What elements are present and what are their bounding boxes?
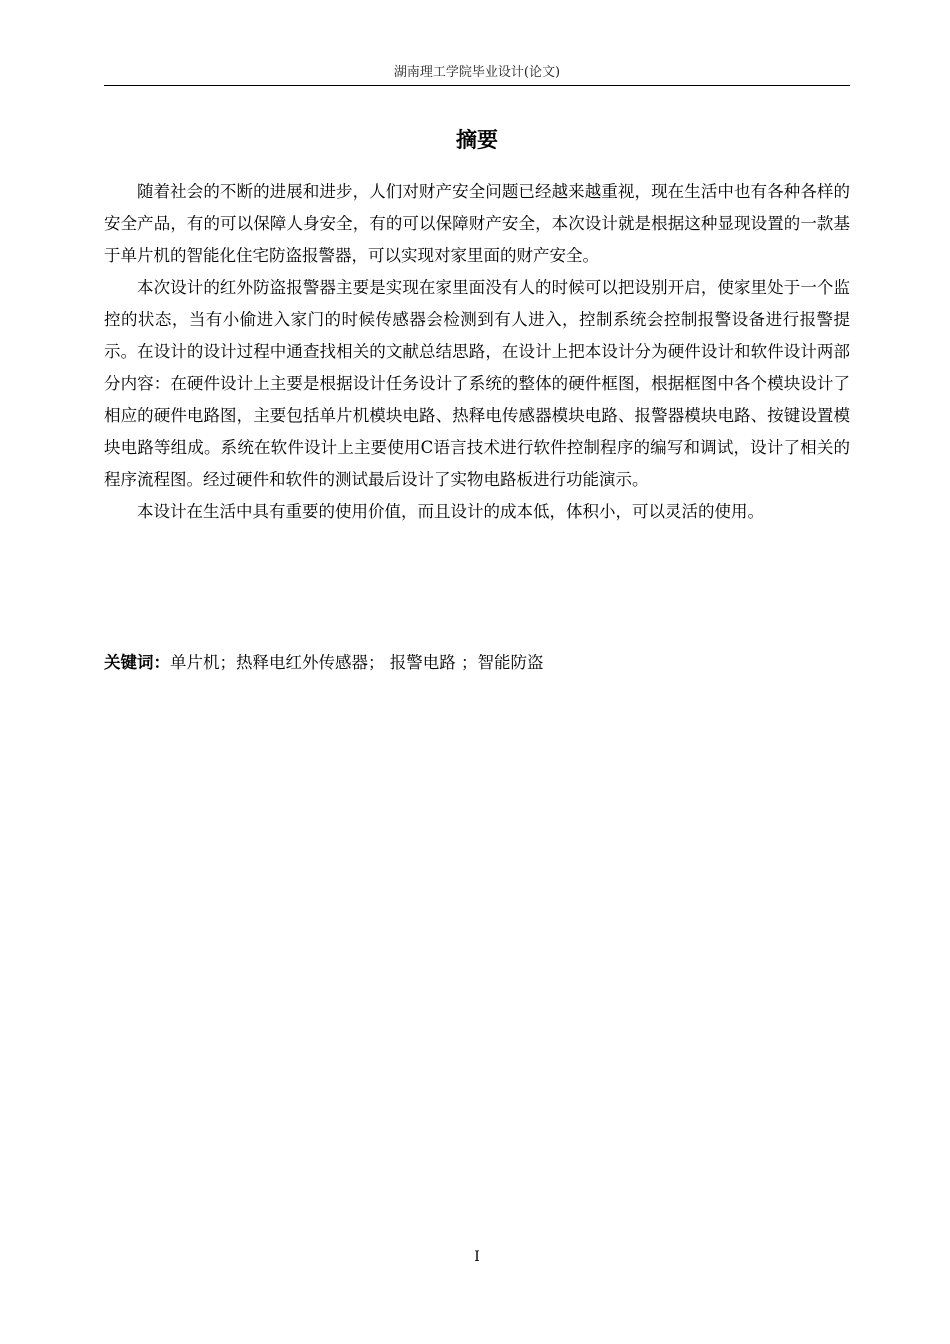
abstract-body	[104, 176, 850, 528]
page-number: I	[474, 1249, 480, 1265]
keywords-line	[104, 647, 850, 679]
abstract-title: 摘要	[456, 128, 498, 152]
abstract-paragraph-2: 本次设计的红外防盗报警器主要是实现在家里面没有人的时候可以把设别开启，使家里处于一个监控的状态，当有小偷进入家门的时候传感器会检测到有人进入，控制系统会控制报警设备进行报警提示。在设计的设计过程中通查找相关的文献总结思路，在设计上把本设计分为硬件设计和软件设计两部分内容：在硬件设计上主要是根据设计任务设计了系统的整体的硬件框图，根据框图中各个模块设计了相应的硬件电路图，主要包括单片机模块电路、热释电传感器模块电路、报警器模块电路、按键设置模块电路等组成。系统在软件设计上主要使用C语言技术进行软件控制程序的编写和调试，设计了相关的程序流程图。经过硬件和软件的测试最后设计了实物电路板进行功能演示。	[104, 278, 850, 489]
keywords-value: 单片机；热释电红外传感器； 报警电路 ；智能防盗	[170, 653, 544, 672]
header-rule	[104, 85, 850, 86]
keywords-label: 关键词：	[104, 653, 170, 672]
running-header: 湖南理工学院毕业设计(论文)	[393, 65, 561, 80]
abstract-paragraph-1: 随着社会的不断的进展和进步，人们对财产安全问题已经越来越重视，现在生活中也有各种各样的安全产品，有的可以保障人身安全，有的可以保障财产安全，本次设计就是根据这种显现设置的一款基于单片机的智能化住宅防盗报警器，可以实现对家里面的财产安全。	[104, 182, 850, 265]
abstract-paragraph-3: 本设计在生活中具有重要的使用价值，而且设计的成本低，体积小，可以灵活的使用。	[137, 502, 764, 521]
